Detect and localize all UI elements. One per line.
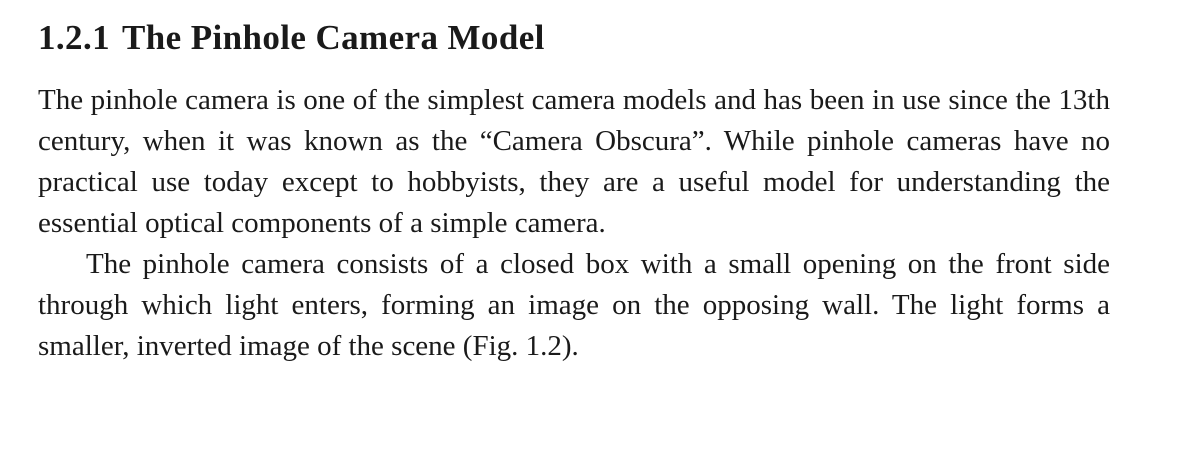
paragraph-intro: The pinhole camera is one of the simplest camera models and has been in use since the 13th century, when it was known as the “Camera Obscura”. While pinhole cameras have no practical use today except to hobbyists, they are a useful model for understanding the essential optical components of a simple camera. xyxy=(38,84,1110,239)
document-page xyxy=(38,14,1110,367)
section-heading xyxy=(38,14,1110,62)
paragraph-description: The pinhole camera consists of a closed box with a small opening on the front side through which light enters, forming an image on the opposing wall. The light forms a smaller, inverted image of the scene (Fig. 1.2). xyxy=(38,248,1110,362)
section-number: 1.2.1 xyxy=(38,18,110,57)
section-title: The Pinhole Camera Model xyxy=(122,18,545,57)
